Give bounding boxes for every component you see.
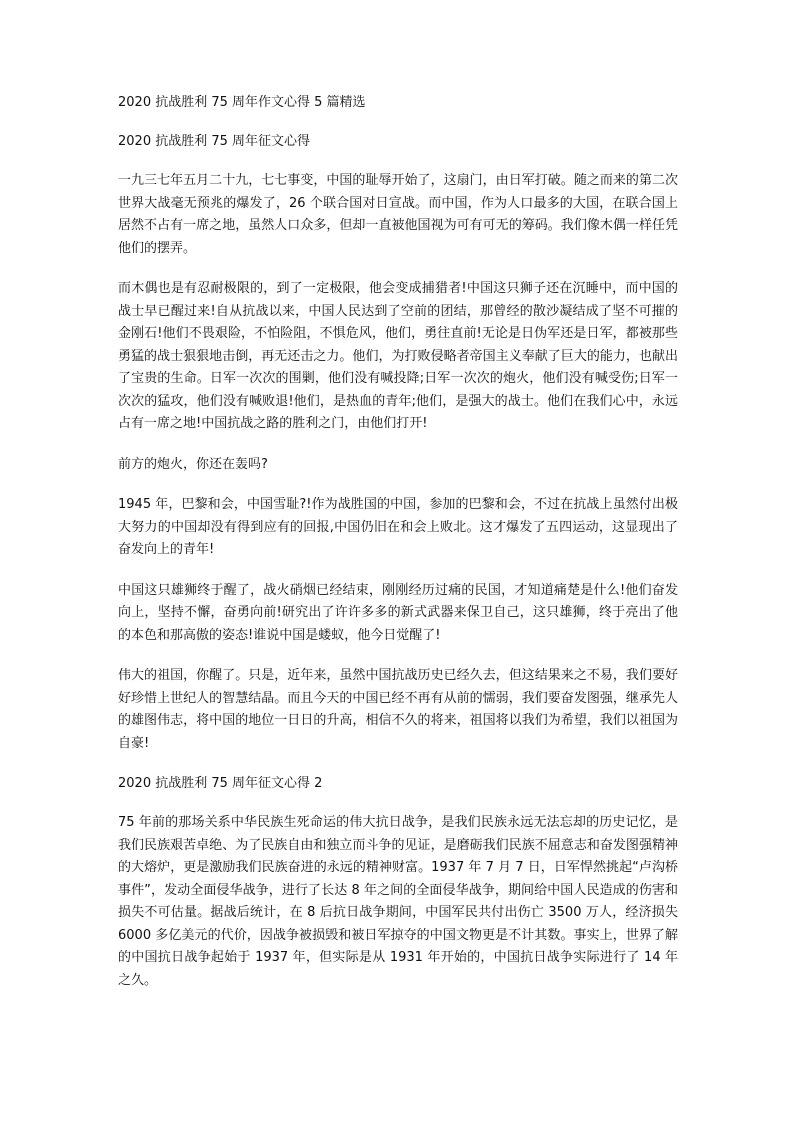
section-1-heading: 2020 抗战胜利 75 周年征文心得 [118, 134, 311, 149]
section-1-paragraph-3: 前方的炮火，你还在轰吗? [118, 456, 268, 472]
section-2-heading: 2020 抗战胜利 75 周年征文心得 2 [118, 776, 323, 791]
section-1-paragraph-6: 伟大的祖国，你醒了。只是，近年来，虽然中国抗战历史已经久去，但这结果来之不易，我们要好好珍惜上世纪人的智慧结晶。而且今天的中国已经不再有从前的懦弱，我们要奋发图强，继承先人的雄图伟志，将中国的地位一日日的升高，相信不久的将来，祖国将以我们为希望，我们以祖国为自豪! [118, 668, 678, 751]
document-page [118, 92, 678, 992]
section-1-paragraph-5: 中国这只雄狮终于醒了，战火硝烟已经结束，刚刚经历过痛的民国，才知道痛楚是什么!他们奋发向上，坚持不懈，奋勇向前!研究出了许许多多的新式武器来保卫自己，这只雄狮，终于亮出了他的本色和那高傲的姿态!谁说中国是蝼蚁，他今日觉醒了! [118, 582, 678, 643]
section-1-paragraph-2: 而木偶也是有忍耐极限的，到了一定极限，他会变成捕猎者!中国这只狮子还在沉睡中，而中国的战士早已醒过来!自从抗战以来，中国人民达到了空前的团结，那曾经的散沙凝结成了坚不可摧的金刚石!他们不畏艰险，不怕险阻，不惧危风，他们，勇往直前!无论是日伪军还是日军，都被那些勇猛的战士狠狠地击倒，再无还击之力。他们，为打败侵略者帝国主义奉献了巨大的能力，也献出了宝贵的生命。日军一次次的围剿，他们没有喊投降;日军一次次的炮火，他们没有喊受伤;日军一次次的猛攻，他们没有喊败退!他们，是热血的青年;他们，是强大的战士。他们在我们心中，永远占有一席之地!中国抗战之路的胜利之门，由他们打开! [118, 281, 678, 431]
section-1-paragraph-1: 一九三七年五月二十九，七七事变，中国的耻辱开始了，这扇门，由日军打破。随之而来的第二次世界大战毫无预兆的爆发了，26 个联合国对日宣战。而中国，作为人口最多的大国，在联合国上居然不占有一席之地，虽然人口众多，但却一直被他国视为可有可无的筹码。我们像木偶一样任凭他们的摆弄。 [118, 173, 678, 256]
document-title: 2020 抗战胜利 75 周年作文心得 5 篇精选 [118, 95, 366, 110]
section-2-paragraph-1: 75 年前的那场关系中华民族生死命运的伟大抗日战争，是我们民族永远无法忘却的历史记忆，是我们民族艰苦卓绝、为了民族自由和独立而斗争的见证，是磨砺我们民族不屈意志和奋发图强精神的大熔炉，更是激励我们民族奋进的永远的精神财富。1937 年 7 月 7 日，日军悍然挑起“卢沟桥事件”，发动全面侵华战争，进行了长达 8 年之间的全面侵华战争，期间给中国人民造成的伤害和损失不可估量。据战后统计，在 8 后抗日战争期间，中国军民共付出伤亡 3500 万人，经济损失 6000 多亿美元的代价，因战争被损毁和被日军掠夺的中国文物更是不计其数。事实上，世界了解的中国抗日战争起始于 1937 年，但实际是从 1931 年开始的，中国抗日战争实际进行了 14 年之久。 [118, 815, 678, 988]
section-1-paragraph-4: 1945 年，巴黎和会，中国雪耻?!作为战胜国的中国，参加的巴黎和会，不过在抗战上虽然付出极大努力的中国却没有得到应有的回报,中国仍旧在和会上败北。这才爆发了五四运动，这显现出了奋发向上的青年! [118, 497, 678, 557]
